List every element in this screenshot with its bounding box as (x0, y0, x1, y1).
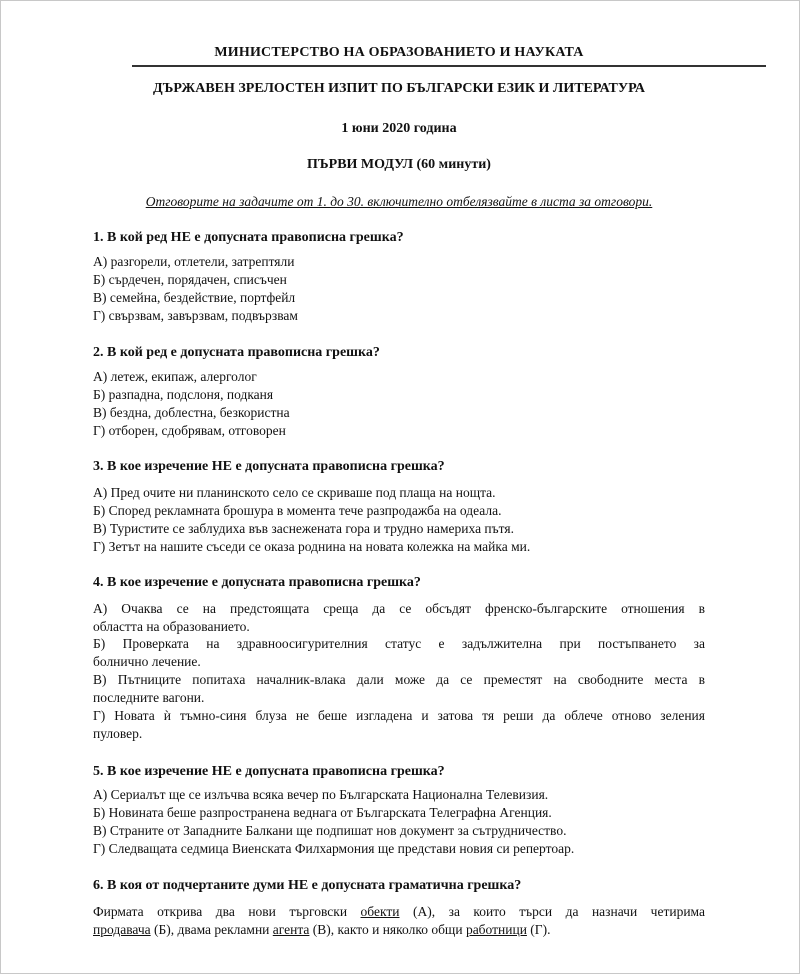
header-rule (132, 65, 766, 67)
question-6-title: 6. В коя от подчертаните думи НЕ е допусната граматична грешка? (93, 878, 522, 893)
question-6-text (93, 903, 705, 938)
question-6-word-b: продавача (93, 921, 151, 937)
question-6-word-a: обекти (360, 904, 400, 919)
exam-date: 1 юни 2020 година (341, 121, 457, 136)
question-2-option-c: В) бездна, доблестна, безкористна (93, 405, 290, 420)
question-3-option-d: Г) Зетът на нашите съседи се оказа роднина на новата колежка на майка ми. (93, 539, 531, 554)
question-1-option-d: Г) свързвам, завързвам, подвързвам (93, 308, 298, 323)
question-6-text-segment: (А), за които търси да назначи четирима (399, 904, 706, 919)
module-title: ПЪРВИ МОДУЛ (60 минути) (307, 157, 491, 172)
exam-title: ДЪРЖАВЕН ЗРЕЛОСТЕН ИЗПИТ ПО БЪЛГАРСКИ ЕЗИК И ЛИТЕРАТУРА (152, 81, 646, 96)
question-4-option-b-line-1: Б) Проверката на здравноосигурителния статус е задължителна при постъпването за (93, 636, 705, 651)
question-4-option-a-line-1: А) Очаква се на предстоящата среща да се обсъдят френско-българските отношения в (93, 601, 705, 616)
question-5-option-c: В) Страните от Западните Балкани ще подпишат нов документ за сътрудничество. (93, 823, 567, 838)
question-5-title: 5. В кое изречение НЕ е допусната правописна грешка? (93, 764, 445, 779)
question-2-option-d: Г) отборен, сдобрявам, отговорен (93, 423, 286, 438)
question-1-title: 1. В кой ред НЕ е допусната правописна грешка? (93, 230, 404, 245)
question-5-option-a: А) Сериалът ще се излъчва всяка вечер по Българската Национална Телевизия. (93, 787, 549, 802)
question-6-text-segment: Фирмата открива два нови търговски (93, 904, 361, 919)
question-4-title: 4. В кое изречение е допусната правописна грешка? (93, 575, 421, 590)
question-4-option-c-line-2: последните вагони. (93, 689, 205, 705)
question-2-option-a: А) летеж, екипаж, алерголог (93, 369, 257, 384)
question-6-text-segment: (Г). (526, 921, 551, 937)
question-5-option-d: Г) Следващата седмица Виенската Филхармония ще представи новия си репертоар. (93, 841, 575, 856)
question-5-option-b: Б) Новината беше разпространена веднага от Българската Телеграфна Агенция. (93, 805, 552, 820)
question-4-option-b-line-2: болнично лечение. (93, 653, 201, 669)
question-4-option-a-line-2: областта на образованието. (93, 618, 250, 634)
question-4-option-d-line-1: Г) Новата ѝ тъмно-синя блуза не беше изгладена и затова тя реши да облече отново зеления (93, 708, 705, 723)
ministry-heading: МИНИСТЕРСТВО НА ОБРАЗОВАНИЕТО И НАУКАТА (214, 45, 584, 60)
instruction-text: Отговорите на задачите от 1. до 30. включително отбелязвайте в листа за отговори. (145, 194, 653, 209)
question-1-option-b: Б) сърдечен, порядачен, списъчен (93, 272, 287, 287)
question-3-option-b: Б) Според рекламната брошура в момента тече разпродажба на одеала. (93, 503, 502, 518)
question-4-option-d (93, 707, 705, 742)
question-4-option-a (93, 600, 705, 635)
question-3-option-c: В) Туристите се заблудиха във заснежената гора и трудно намериха пътя. (93, 521, 514, 536)
question-6-word-d: работници (465, 921, 527, 937)
question-4-option-b (93, 635, 705, 670)
question-2-option-b: Б) разпадна, подслоня, подканя (93, 387, 274, 402)
question-6-word-c: агента (272, 921, 310, 937)
question-6-text-segment: (В), както и няколко общи (309, 921, 466, 937)
question-1-option-c: В) семейна, бездействие, портфейл (93, 290, 296, 305)
question-4-option-c (93, 671, 705, 706)
question-3-option-a: А) Пред очите ни планинското село се скриваше под плаща на нощта. (93, 485, 496, 500)
question-6-text-segment: (Б), двама рекламни (150, 921, 273, 937)
question-4-option-d-line-2: пуловер. (93, 725, 143, 741)
question-2-title: 2. В кой ред е допусната правописна грешка? (93, 345, 380, 360)
question-4-option-c-line-1: В) Пътниците попитаха началник-влака дали може да се преместят на свободните места в (93, 672, 705, 687)
question-3-title: 3. В кое изречение НЕ е допусната правописна грешка? (93, 459, 445, 474)
question-1-option-a: А) разгорели, отлетели, затрептяли (93, 254, 295, 269)
question-6-text-line-1 (93, 903, 705, 921)
question-6-text-line-2 (93, 921, 705, 939)
